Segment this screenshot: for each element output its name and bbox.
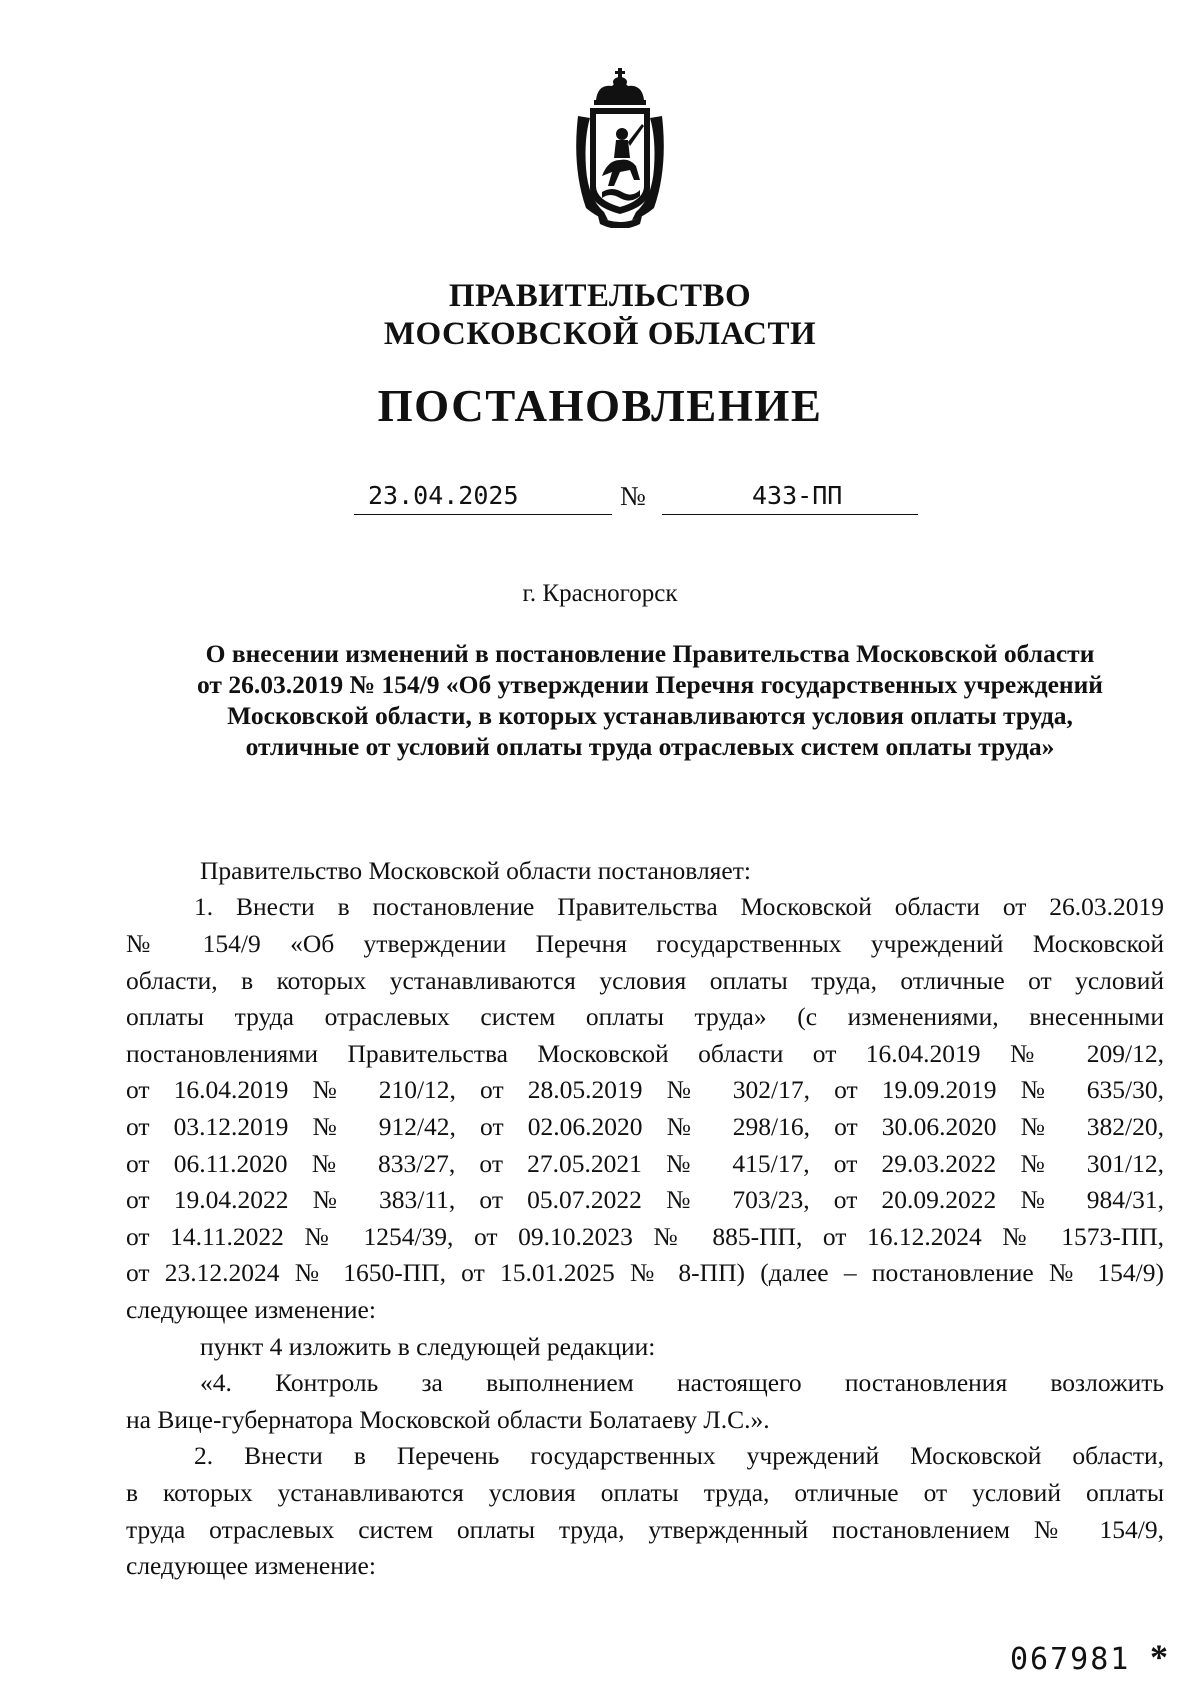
body-line: от 14.11.2022 № 1254/39, от 09.10.2023 № 885-ПП, от 16.12.2024 № 1573-ПП, (126, 1222, 1164, 1251)
title-line: отличные от условий оплаты труда отраслевых систем оплаты труда» (245, 732, 1055, 761)
body-line: Правительство Московской области постановляет: (200, 856, 751, 885)
title-line: от 26.03.2019 № 154/9 «Об утверждении Перечня государственных учреждений (197, 670, 1103, 699)
number-sign: № (620, 481, 646, 511)
city-location: г. Красногорск (522, 580, 678, 607)
document-serial-stamp: 067981 (1010, 1642, 1131, 1677)
body-line: области, в которых устанавливаются условия оплаты труда, отличные от условий (126, 966, 1164, 995)
body-line: № 154/9 «Об утверждении Перечня государственных учреждений Московской (126, 929, 1164, 958)
title-line: О внесении изменений в постановление Правительства Московской области (205, 639, 1095, 668)
body-line: постановлениями Правительства Московской области от 16.04.2019 № 209/12, (126, 1039, 1164, 1068)
document-type-heading: ПОСТАНОВЛЕНИЕ (377, 381, 823, 431)
body-line: труда отраслевых систем оплаты труда, утвержденный постановлением № 154/9, (126, 1515, 1164, 1544)
title-line: Московской области, в которых устанавливаются условия оплаты труда, (227, 701, 1073, 730)
body-line: 2. Внести в Перечень государственных учреждений Московской области, (194, 1441, 1164, 1470)
body-line: 1. Внести в постановление Правительства Московской области от 26.03.2019 (194, 892, 1164, 921)
org-name-line-1: ПРАВИТЕЛЬСТВО (448, 278, 752, 314)
stamp-star-mark: * (1150, 1637, 1168, 1677)
body-line: пункт 4 изложить в следующей редакции: (200, 1332, 656, 1361)
body-line: следующее изменение: (126, 1551, 376, 1580)
body-line: в которых устанавливаются условия оплаты труда, отличные от условий оплаты (126, 1478, 1164, 1507)
body-line: от 16.04.2019 № 210/12, от 28.05.2019 № 302/17, от 19.09.2019 № 635/30, (126, 1075, 1164, 1104)
body-line: оплаты труда отраслевых систем оплаты труда» (с изменениями, внесенными (126, 1002, 1164, 1031)
coat-of-arms-emblem (568, 68, 688, 228)
body-line: «4. Контроль за выполнением настоящего постановления возложить (200, 1368, 1164, 1397)
document-number: 433-ПП (752, 481, 843, 510)
body-line: от 23.12.2024 № 1650-ПП, от 15.01.2025 № 8-ПП) (далее – постановление № 154/9) (126, 1258, 1164, 1287)
body-line: от 19.04.2022 № 383/11, от 05.07.2022 № 703/23, от 20.09.2022 № 984/31, (126, 1185, 1164, 1214)
body-line: на Вице-губернатора Московской области Болатаеву Л.С.». (126, 1405, 770, 1434)
document-title (130, 638, 1170, 762)
date-underline (354, 514, 612, 515)
document-date: 23.04.2025 (368, 481, 519, 510)
body-line: от 06.11.2020 № 833/27, от 27.05.2021 № 415/17, от 29.03.2022 № 301/12, (126, 1149, 1164, 1178)
body-line: от 03.12.2019 № 912/42, от 02.06.2020 № 298/16, от 30.06.2020 № 382/20, (126, 1112, 1164, 1141)
body-line: следующее изменение: (126, 1295, 376, 1324)
number-underline (662, 514, 918, 515)
org-name-line-2: МОСКОВСКОЙ ОБЛАСТИ (383, 316, 817, 352)
